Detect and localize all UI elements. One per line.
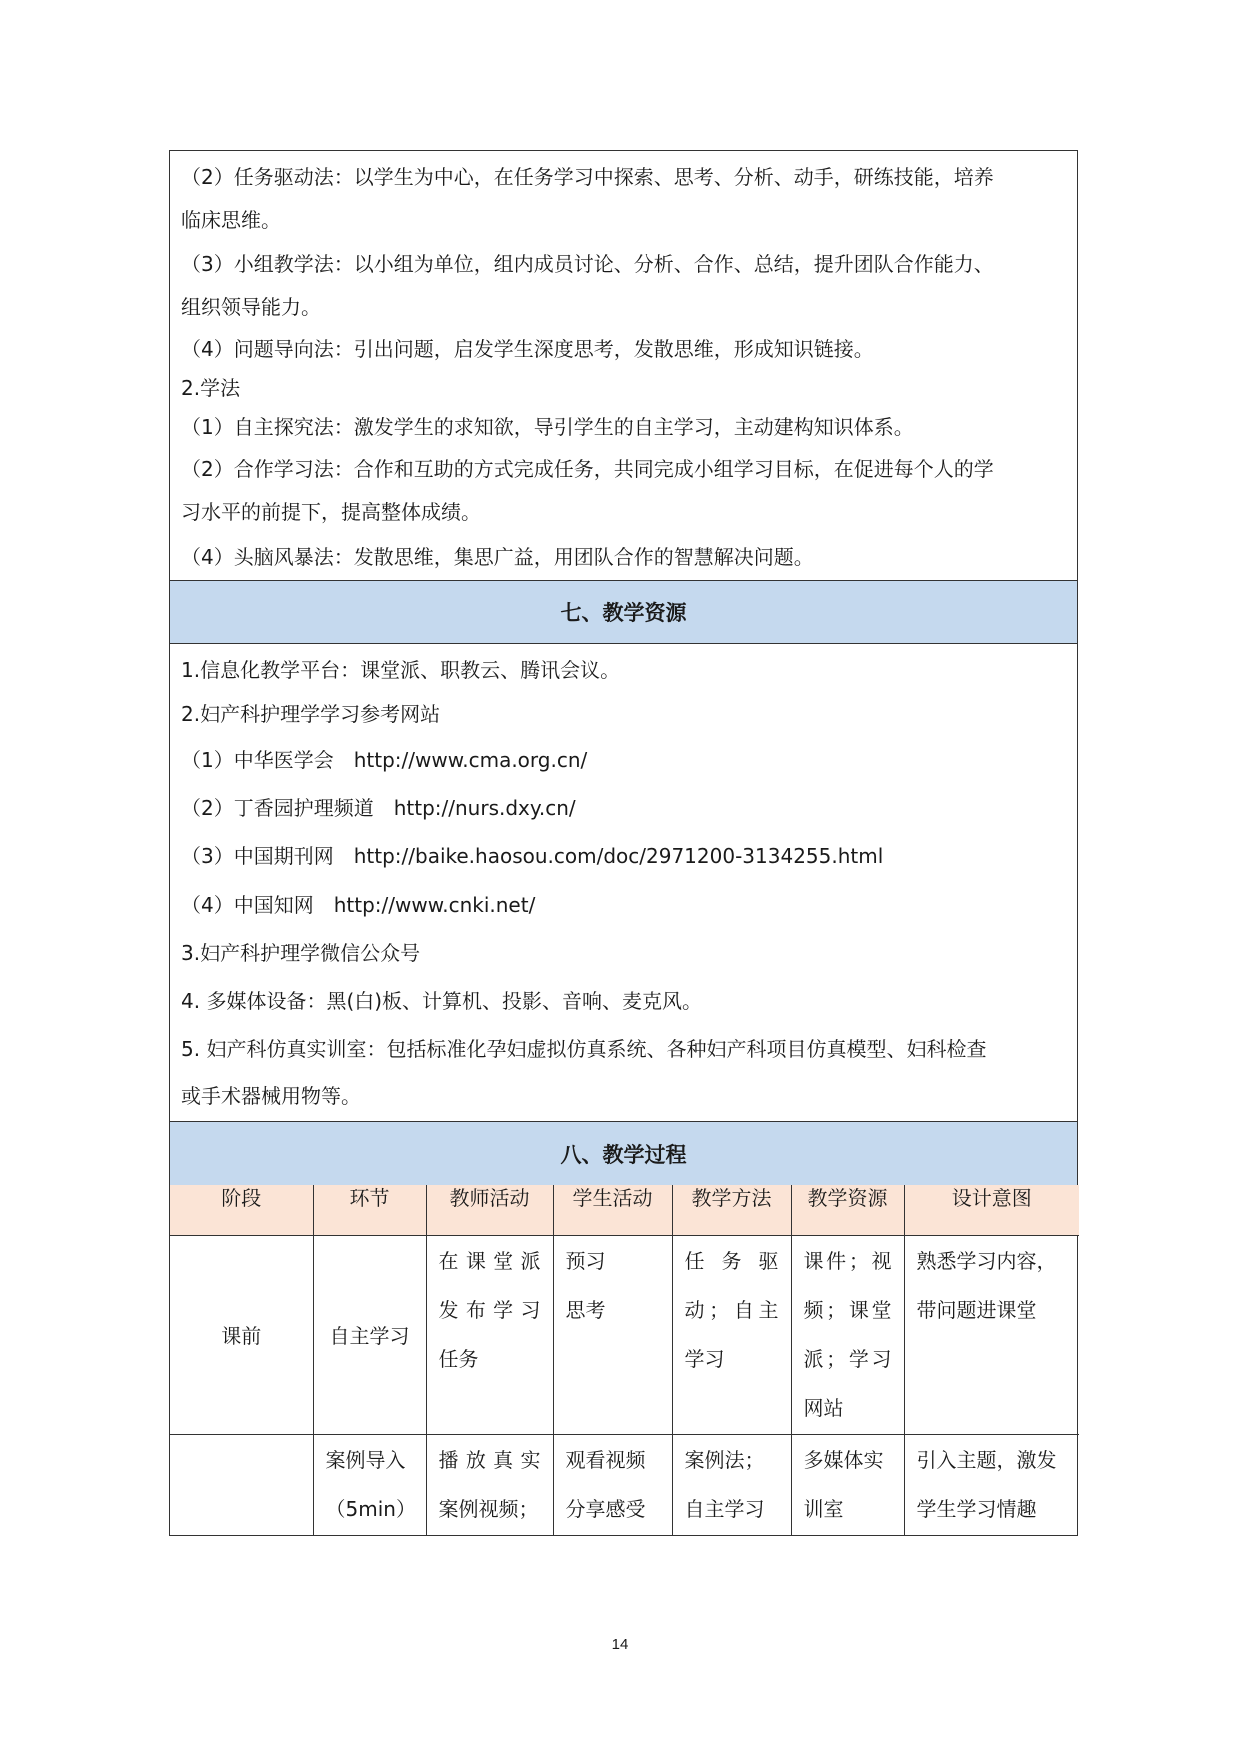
step-cell: 自主学习	[313, 1235, 426, 1434]
cell-line: 在课堂派	[438, 1248, 541, 1273]
method-line: 2.学法	[181, 376, 241, 400]
cell-line: 多媒体实	[803, 1447, 884, 1472]
column-header: 设计意图	[904, 1185, 1079, 1235]
method-line: 临床思维。	[181, 208, 281, 232]
column-header: 阶段	[170, 1185, 313, 1235]
student-activity-cell	[553, 1235, 672, 1434]
teacher-activity-cell	[426, 1434, 553, 1535]
design-intent-cell	[904, 1235, 1079, 1434]
teacher-activity-cell	[426, 1235, 553, 1434]
method-line: （4）问题导向法：引出问题，启发学生深度思考，发散思维，形成知识链接。	[181, 337, 874, 361]
cell-line: 任务	[438, 1346, 479, 1371]
document-table	[169, 150, 1078, 1536]
teaching-resources-block	[170, 644, 1077, 1121]
method-line: （2）任务驱动法：以学生为中心，在任务学习中探索、思考、分析、动手，研练技能，培养	[181, 165, 994, 189]
table-row	[170, 1235, 1079, 1434]
resource-line: 2.妇产科护理学学习参考网站	[181, 702, 441, 726]
column-header: 教学资源	[791, 1185, 904, 1235]
teaching-methods-block	[170, 151, 1077, 580]
teaching-process-table	[170, 1185, 1079, 1535]
cell-line: 案例视频；	[438, 1496, 539, 1521]
cell-line: 思考	[565, 1297, 606, 1322]
stage-cell	[170, 1434, 313, 1535]
resource-line: （3）中国期刊网 http://baike.haosou.com/doc/2971200-3134255.html	[181, 844, 884, 868]
method-line: 组织领导能力。	[181, 295, 321, 319]
section-title-teaching-resources: 七、教学资源	[170, 580, 1077, 644]
teaching-resource-cell	[791, 1434, 904, 1535]
cell-line: 案例法；	[684, 1447, 765, 1472]
section-title-teaching-process: 八、教学过程	[170, 1121, 1077, 1185]
resource-line: 4. 多媒体设备：黑(白)板、计算机、投影、音响、麦克风。	[181, 989, 703, 1013]
cell-line: 播放真实	[438, 1447, 541, 1472]
cell-line: 案例导入	[325, 1447, 406, 1472]
cell-line: 熟悉学习内容，	[916, 1248, 1057, 1273]
cell-line: 发布学习	[438, 1297, 541, 1322]
resource-line: （4）中国知网 http://www.cnki.net/	[181, 893, 536, 917]
teaching-method-cell	[672, 1434, 791, 1535]
student-activity-cell	[553, 1434, 672, 1535]
method-line: （4）头脑风暴法：发散思维，集思广益，用团队合作的智慧解决问题。	[181, 545, 814, 569]
cell-line: 自主学习	[684, 1496, 765, 1521]
table-header-row	[170, 1185, 1079, 1235]
table-row	[170, 1434, 1079, 1535]
column-header: 教师活动	[426, 1185, 553, 1235]
method-line: （3）小组教学法：以小组为单位，组内成员讨论、分析、合作、总结，提升团队合作能力、	[181, 252, 994, 276]
column-header: 环节	[313, 1185, 426, 1235]
stage-cell: 课前	[170, 1235, 313, 1434]
teaching-method-cell	[672, 1235, 791, 1434]
cell-line: 网站	[803, 1395, 844, 1420]
resource-line: （1）中华医学会 http://www.cma.org.cn/	[181, 748, 588, 772]
cell-line: （5min）	[325, 1496, 416, 1521]
resource-line: 3.妇产科护理学微信公众号	[181, 941, 421, 965]
resource-line: 或手术器械用物等。	[181, 1084, 361, 1108]
step-cell	[313, 1434, 426, 1535]
design-intent-cell	[904, 1434, 1079, 1535]
cell-line: 课件；视	[803, 1248, 892, 1273]
cell-line: 引入主题，激发	[916, 1447, 1057, 1472]
cell-line: 派；学习	[803, 1346, 892, 1371]
resource-line: 5. 妇产科仿真实训室：包括标准化孕妇虚拟仿真系统、各种妇产科项目仿真模型、妇科检查	[181, 1037, 987, 1061]
cell-line: 动；自主	[684, 1297, 779, 1322]
cell-line: 观看视频	[565, 1447, 646, 1472]
method-line: 习水平的前提下，提高整体成绩。	[181, 500, 481, 524]
cell-line: 学生学习情趣	[916, 1496, 1037, 1521]
page-number: 14	[611, 1636, 629, 1653]
resource-line: 1.信息化教学平台：课堂派、职教云、腾讯会议。	[181, 658, 621, 682]
method-line: （2）合作学习法：合作和互助的方式完成任务，共同完成小组学习目标，在促进每个人的学	[181, 457, 994, 481]
cell-line: 训室	[803, 1496, 844, 1521]
cell-line: 预习	[565, 1248, 606, 1273]
column-header: 学生活动	[553, 1185, 672, 1235]
method-line: （1）自主探究法：激发学生的求知欲，导引学生的自主学习，主动建构知识体系。	[181, 415, 914, 439]
cell-line: 频；课堂	[803, 1297, 892, 1322]
cell-line: 分享感受	[565, 1496, 646, 1521]
teaching-resource-cell	[791, 1235, 904, 1434]
column-header: 教学方法	[672, 1185, 791, 1235]
cell-line: 任务驱	[684, 1248, 779, 1273]
cell-line: 学习	[684, 1346, 725, 1371]
resource-line: （2）丁香园护理频道 http://nurs.dxy.cn/	[181, 796, 576, 820]
cell-line: 带问题进课堂	[916, 1297, 1037, 1322]
